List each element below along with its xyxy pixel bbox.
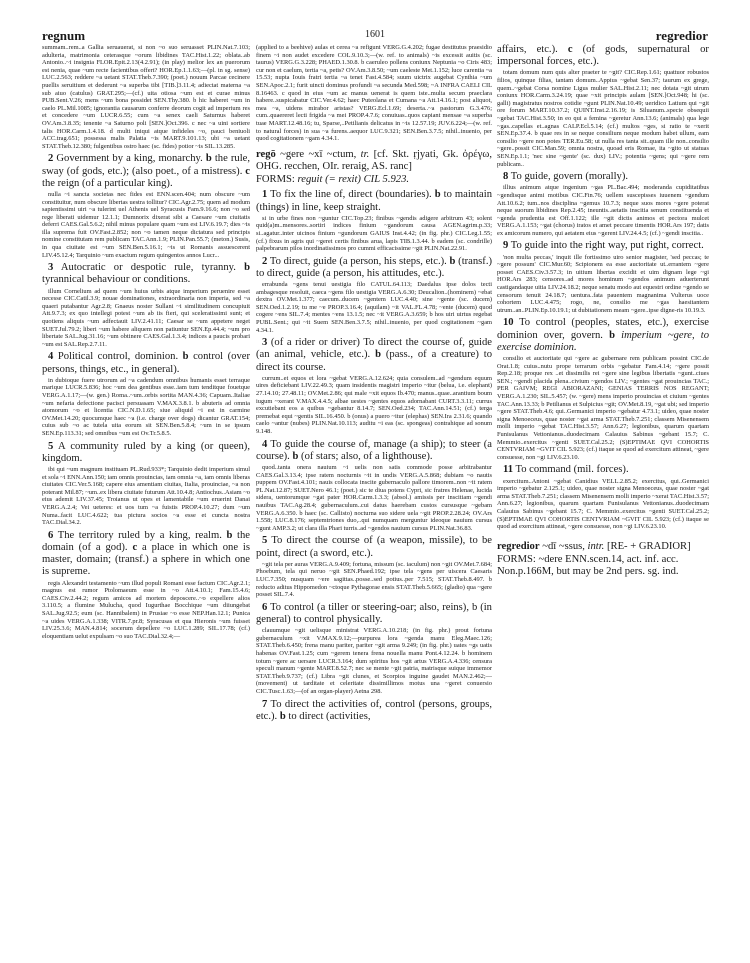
sense-4 [42, 351, 250, 375]
sense-number: 5 [262, 535, 268, 547]
sense-number: 4 [48, 351, 54, 363]
etymology: [RE- + GRADIOR] [606, 540, 691, 552]
sense-10 [497, 317, 709, 354]
subsense-letter: b [279, 710, 286, 722]
sense-citations: currum..et equos et lora ~gebat VERG.A.12.624; quia consulem..ad ~gendum equum uires deficiebant LIV.22.49.3; quam insidentis magistri imperio ~itur (belua, i.e. elephant) 27.14.10; 27.48.11; OV.Met.2.86; qui male ~xit equos Ib.470; manus..quae..arantium boum iugum ~xerant V.MAX.4.4.5; albae uestes ~gentes equos adornabant CURT.3.3.11; currus excutiebant eos a quibus ~gebantur 8.14.7; SEN.Oed.234; TAC.Ann.14.51; (cf.) terga premebat equi ~gentis SIL.16.450. b (onus) a puero ~itur (elephas) SEN.Ira 2.31.6; quando caelo ~antur (nubes) PLIN.Nat.10.113; auditu ~i eas (sc. spongeas) contrahique ad sonum 9.148. [256, 374, 492, 436]
headword: regredior [497, 540, 540, 552]
sense-definition: The territory ruled by a king, realm. [57, 529, 222, 541]
sense-7 [256, 699, 492, 723]
sense-citations: clauumque ~git uelisque ministrat VERG.A.10.218; (in fig. phr.) prout fortuna gubernaculum ~xit V.MAX.9.12;—purpurea lora ~genda manu Eleg.Maec.126; STAT.Theb.6.450; frena manu pariter, pariter ~git arma 9.249; (in fig. phr.) uates ~gs uatis habenas OV.Fast.1.25; cum ~gerem tenera frena nouella manu Pont.4.12.24. b hominem totum ~gere ac uersare LUCR.3.164; dum spiritus hos ~git artus VERG.A.4.336; censura speculi manum ~gente MART.8.52.7; nec se mente ~git patria, matrisque suique immemor STAT.Theb.9.737; (cf.) Libra ~git clunes, et Scorpios inguine gaudet MAN.2.462;—(movement) ut tarditate et celeritate dissimillimos motus una ~geret conuersio CIC.Tusc.1.63;—(of an organ-player) Aetna 298. [256, 627, 492, 695]
sense-5 [256, 535, 492, 559]
sense-4 [256, 439, 492, 463]
forms-text: ~dere ENN.scen.14, act. inf. acc. Non.p.166M, but may be 2nd pers. sg. ind. [497, 553, 679, 578]
sense-number: 6 [262, 601, 268, 613]
sense-definition: affairs, etc.). [497, 44, 558, 55]
subsense-definition: (transf.) to direct, guide (a person, his attitudes, etc.). [256, 255, 492, 279]
sense-11 [497, 464, 709, 476]
sense-citations: si in urbe fines non ~guntur CIC.Top.23; finibus ~gendis adigere arbitrum 43; solent quid(a)m..mensores..sortiri indices finium ~gandorum causa AGEN.agrim.p.33; si..agatur..inter uicinos finium ~gundorum GAIUS Inst.4.42; (in fig. phr.) CIC.Leg.1.55; (cf.) fixus in agris qui ~geret certis finibus arua, lapis TIB.1.3.44. b eadem (sc. condrille) palpebrarum pilos inordinatissimos pro cummi efficacissime ~git PLIN.Nat.22.91. [256, 214, 492, 253]
sense-5 [42, 441, 250, 465]
sense-2 [256, 256, 492, 280]
subsense-letter: c [245, 165, 250, 177]
sense-citations: consilio et auctoritate qui ~gere ac gubernare rem publicam possint CIC.de Orat.1.8; cuius..nutu prope terrarum orbis ~gebatur Fam.4.14; ~gere possit Rep.2.18; proque rex ..et dissimilis rei ~gere sine legibus libertatis ~gunt..ciues SEN.; ~gendi placida plena..civium ~gendos LIV.; ~gentes ~gat prouincias TAC.; PER GAIVM; REGI ABIORAZANI; GENIAS TERRIS NOS REGANT; VERG.A.1.230; SIL.5.457; (w. ~gere) mens imperio prouincias et ciuium ~gentes TAC.Ann.13.33; b Petilianus et Sulpicius ~git; OV.Met.8.19, ~gat ubi; sed imperio ~gere STAT.Theb.4.6; qui..Germanici imperio ~gebatur 4.73.1; uideo, quae noster signa Menoeceus, quae noster ~gat arma STAT.Theb.7.251; classem Misenensem molli imperio ~gebat TAC.Hist.3.57; Ann.6.27; legionibus, quarum quartam Funisulanus Vettonianus..duodecimam Calauius Sabinus ~gebant 15.7; C. Memmio..exercitus ~genti SUET.Cal.25.2; (S)EPTIMAE QVI COHORTIS CENTVRIAM ~GVIT CIL 5.923; (cf.) itaque se quod ad exercitum attineat, ~gere consuesse, non ~gi LIV.6.23.10. [497, 355, 709, 461]
sense-citations: in dubioque fuere utrorum ad ~a cadendum omnibus humanis esset terraque marique LUCR.5.836; hoc ~um dea gentibus esse..iam tum tenditque fouetque VERG.A.1.17;—(w. gen.) Roma..~um..orbis sortita MAN.4.36; Capuam..Italiae ~um nefaria defectione pacisci persuasam V.MAX.3.8.1. b abuteris ad omnia atomorum ~o et licentia CIC.N.D.1.65; siue aliquid ~i est in carmine OV.Met.14.20; quocumque haec ~a (i.e. charge over dogs) dicantur GRAT.154; cuius sub ~o ac tutela uita eorum sit SEN.Ben.5.8.4; ~um in se ipsum SEN.Ep.113.31; sed omnibus ~um est Ov.Tr.5.8.5. [42, 376, 250, 437]
sense-definition: Political control, dominion. [57, 351, 179, 363]
subsense-definition: the domain (of a god). [42, 529, 250, 553]
sense-citations: errabunda ~gens tenui uestigia filo CATUL.64.113; Daedalus ipse dolos tecti ambagesque resoluit, caeca ~gens filo uestigia VERG.A.6.30; Deucalion..(hominem) ~ebat dextra OV.Met.1.377; caecum..ducem ~gentem LUC.4.40; sine ~gente (sc. ducem) SEN.Oed.1.2.19; tu me ~e PROP.3.16.4; (aquilam) ~it VAL.FL.4.78; ~ente (ducem) quod cogere ~ens SIL.7.4; mentes ~ens 13.1.5; nec ~it VERG.A.3.659; b hos uiri uirtus regebat PUBL.Sent.; qui ~it Suem SEN.Ben.3.7.5; nihil..inuenio, per quod cogitationem ~gam 4.34.1. [256, 281, 492, 334]
subsense-letter: b [434, 189, 441, 201]
page-number: 1601 [365, 29, 385, 40]
subsense-letter: b [609, 329, 615, 341]
sense-number: 10 [503, 317, 514, 329]
sense-number: 3 [48, 262, 54, 274]
sense-number: 11 [503, 464, 514, 476]
sense-citations: quod..tanta onera nauium ~i uelis non satis commode posse arbitrabantur CAES.Gal.3.13.4; ipse ratem nocturnis ~it in undis VERG.A.5.868; dubiam ~o nautis puppem OV.Fast.4.101; nauis collocata inscite gubernaculo pallore timorem..non ~it ratem PL.Nat.12.87; SUET.Nero 46.1; (poet.) sic te diua potens Cypri, sic fratres Helenae, lucida sidera, uentorumque ~gat pater HOR.Carm.1.3.3; (absol.) amissis per inscitiam ~gendi nauibus TAC.Ag.28.4; gubernaculum..cui datus haerebam custos cursusque ~gebam VERG.A.6.350. b haec (sc. Callisto) nocturna suo sidere uela ~git PROP.2.28.24; OV.Ars 1.558; LUC.8.176; septemtriones duo,..qui numquam merguntur ideoque nauium cursus ~gunt AMP.3.2; ut clara illa Phari turris..ad ~gendos nauium cursus PLIN.Nat.36.83. [256, 464, 492, 532]
subsense-letter: b [205, 153, 212, 165]
sense-8 [497, 171, 709, 183]
running-head-left: regnum [42, 28, 86, 43]
column-1 [42, 44, 250, 954]
sense-definition: To fix the line of, direct (boundaries). [270, 189, 432, 201]
sense-citations: regis Alexandri testamento ~um illud populi Romani esse factum CIC.Agr.2.1; magnus est rumor Ptolomaeum esse in ~o Att.4.10.1; Fam.15.4.6; CAES.Civ.2.44.2; regum amicos ad mortem deposcere..~o expellere alios 3.110.5; a flumine Mulucha, quod Iugurthae Bocchique ~um diiungebat SAL.Jug.92.5; eum (sc. Hannibalem) in Prusiae ~o esse NEP.Han.12.1; Punica ~a uides VERG.A.1.338; VITR.7.pr.8; Syracusas et qua Hieronis ~um fuisset LIV.25.3.6; MAN.4.814; socerum depellere ~o LUC.1.289; SIL.17.78; (cf.) eloquentiam uelut expulsam ~o suo TAC.Dial.32.4;— [42, 579, 250, 640]
sense-6 [256, 602, 492, 626]
sense-citations: illum Cornelium ad quem ~um huius urbis atque imperium peruenire esset necesse CIC.Catil.3.9; nouae dominationes, extraordinaria non imperia, sed ~a quaeri putabantur Agr.2.8; Gnaeus noster Sullani ~i similitudinem concupiuit Att.9.7.3; ex quo intellegi potest ~um ab iis fieri, qui sceleratissimi sunt; et quotiens aliquis ~um adfectauit LIV.2.41.11; Caesar se ~um appetere neget SUET.Jul.79.2; liberi ~um habere aliquem non patiuntur SEN.Ep.44.4; ~um pro libertate SAL.Jug.31.16; ~um obtinere CAES.Gal.1.3.4; indices a paucis probari ~um est SAL.Rep.2.7.11. [42, 287, 250, 348]
sense-citations: totam domum num quis alter praeter te ~git? CIC.Rep.1.61; quattuor robustos filios, quinque filias, tantam domum..Appius ~gebat Sen.37; taurum ex grege, quem..~gebat Corsa nomine Ligus mulier SAL.Hist.2.11; nec dotata ~git uirum coniunx HOR.Carm.3.24.19; quae ~xit principis aulam [SEN.]Oct.948; hi (sc. galli) magistratus nostros cotidie ~gunt PLIN.Nat.10.49; ueridico Latium qui ~git ore forum MART.10.37.2; QUINT.Inst.2.16.19; is Siluanum..speciе obsequii ~gebat TAC.Hist.3.50; in eo qui a femina ~geretur Ann.13.6; (animals) qua lege ~gas..capellas et..agnas CALP.Ecl.5.14; (cf.) multos ~ges, si ratio te ~xerit SEN.Ep.37.4. b quae res in se neque consilium neque modum habet ullum, eam consilio ~gere non potes TER.Eu.58; ut nulla res tanta sit..quam ille non..consilio ~gere..possit CIC.Man.59; omnia nostra, quoad eris Romae, ita ~gito ut statuas SEN.Ep.1.1; 'nec sine ~gente' (sc. dux) LIV.; potentia ~gens; qui ~gere rem publicam.. [497, 69, 709, 168]
running-head-right: regredior [655, 28, 708, 43]
part-of-speech: tr. [360, 148, 370, 160]
column-2 [256, 44, 492, 954]
subsense-definition: to maintain (things) in line, keep straight. [256, 189, 492, 213]
entry-rego [256, 149, 492, 173]
sense-definition: To command (mil. forces). [515, 464, 629, 476]
subsense-definition: imperium ~gere, to exercise dominion. [497, 329, 709, 353]
sense-citations: nulla ~i sancta societas nec fides est ENN.scen.404; num obscure ~um constituitur, num obscure libertas uestra tollitur? CIC.Agr.2.75; quem ad modum sapientissimi uiri ~a tulerint uel Athenis uel Syracusis Fam.9.16.6; non ~o sed rege liberati uidemur 12.1.1; Dumnorix dixerat sibi a Caesare ~um ciuitatis deferri CAES.Gal.5.6.2; nihil minus populare quam ~um est LIV.6.19.7; dies ~is illa suprema fuit OV.Fast.2.852; non ~o tamen neque dictatura sed principis nomine constitutam rem publicam TAC.Ann.1.9; PLIN.Pan.55.7; (meton.) Susis, in qua ciuitate est ~um SEN.Ben.5.16.1; ~is ut Romanis assuescerent LIV.45.12.4; Tarquinio ~um exactum regum quingentos annos Lucr... [42, 190, 250, 259]
sense-definition: To guide into the right way, put right, correct. [510, 240, 704, 252]
sense-definition: To direct, guide (a person, his steps, etc.). [269, 255, 447, 267]
subsense-definition: (pass., of a creature) to direct its course. [256, 349, 492, 373]
sense-number: 4 [262, 438, 268, 450]
forms-label: FORMS: [256, 174, 295, 186]
subsense-letter: b [292, 450, 299, 462]
sense-2 [42, 153, 250, 190]
subsense-letter: c [132, 541, 138, 553]
sense-definition: To guide the course of, manage (a ship); to steer (a course). [256, 438, 492, 462]
subsense-definition: control (over persons, things, etc., in general). [42, 351, 250, 375]
subsense-definition: tyrannical behaviour or conditions. [42, 274, 191, 286]
subsense-letter: b [182, 351, 189, 363]
inflections: ~dī ~ssus, [542, 540, 585, 552]
sense-citations: ~git tela per auras VERG.A.9.409; fortuna, missum (sc. iaculum) non ~git OV.Met.7.684; Phoebum, tela qui neruo ~git SEN.Phaed.192; ipse tela ~gens per uiscera Caesaris LUC.7.350; nusquam ~ere sagittas..posse..sed potius..per 7.515; STAT.Theb.8.497. b reducto aditus Hippomedon ~ctoque Pythagorae ensis STAT.Theb.5.665; (gladio) qua ~gere posset SIL.7.4. [256, 560, 492, 599]
column-3 [497, 44, 709, 954]
sense-number: 9 [503, 240, 509, 252]
sense-definition: Government by a king, monarchy. [56, 153, 203, 165]
sense-citations: exercitum..Antoni ~gebat Canidius VELL.2.85.2; exercitus, qui..Germanici imperio ~gebatur 2.125.1; uideo, quae noster signa Menoeceus, quae noster ~gat arma STAT.Theb.7.251; classem Misenensem molli imperio ~xerat TAC.Hist.3.57; Ann.6.27; legionibus, quarum quartam Funisulanus Vettonianus..duodecimam Calauius Sabinus ~gebant 15.7; C. Memmio..exercitus ~genti SUET.Cal.25.2; (S)EPTIMAE QVI COHORTIS CENTVRIAM ~GVIT CIL 5.923; (cf.) itaque se quod ad exercitum attineat, ~gere consuesse, non ~gi LIV.6.23.10. [497, 477, 709, 531]
sense-number: 1 [262, 189, 268, 201]
sense-definition: Autocratic or despotic rule, tyranny. [60, 262, 236, 274]
part-of-speech: intr. [587, 540, 605, 552]
sense-number: 6 [48, 529, 54, 541]
sense-number: 7 [262, 698, 268, 710]
subsense-letter: c [567, 44, 573, 55]
subsense-letter: b [244, 262, 250, 274]
subsense-definition: to direct (activities, [288, 710, 371, 722]
sense-number: 3 [262, 337, 268, 349]
sense-number: 5 [48, 440, 54, 452]
sense-number: 2 [48, 153, 54, 165]
sense-definition: To guide, govern (morally). [510, 171, 628, 183]
subsense-definition: a place in which one is master, domain; (transf.) a sphere in which one is supreme. [42, 541, 250, 578]
etymology: [cf. Skt. ṛjyati, Gk. ὀρέγω, OHG. recchen, OIr. reraig, AS. ranc] [256, 148, 492, 172]
sense-citations: 'non multa peccas,' inquit ille fortissimo uiro senior magister, 'sed peccas; te ~gere possum' CIC.Mur.60; Scipionem ea esse auctoritate ut..errantem ~gere posset CAES.Civ.3.57.3; in uitium libertas excidit et uim dignam lege ~gi HOR.Ars 283; censores..ad mores hominum ~gendos animum aduerterunt castigandaque uitia LIV.24.18.2; neque senatu modo aut equestri ordine ~gendo se censorum tenuit 24.18.7; uentura..fata pauentem magnanima Vulterus uoce cohortem LUC.4.475; rogo, ne, consilio me ~gas haesitantem utrum..an..PLIN.Ep.10.19.1; ut dubitationem meam ~gere..ipse digne-ris 10.19.3. [497, 253, 709, 314]
forms-line [256, 174, 492, 186]
sense-3 [256, 337, 492, 374]
sense-citations: illius animum atque ingenium ~gas PL.Bac.494; moderanda cupiditatibus ~gendisque animi motibus CIC.Fin.76; uellem suscepisses iuuenem ~gendum Att.10.6.2; tum..nos disciplina ~gemus 10.7.3; neque suos mores ~gere poterat neque suorum libidines Rep.2.45; ineuntis..aetatis inscitia senum constituenda et ~genda prudentia est Off.1.122; ille ~git dictis animos et pectora mulcet VERG.A.1.153; ~gat (chorus) iratos et amet peccare timentis HOR.Ars 197; datis ex amicorum numero, qui aetatem eius ~gerent LIV.24.4.5; (cf.) ~gendi inscitia.. [497, 184, 709, 237]
sense-1 [256, 189, 492, 213]
sense-number: 2 [262, 255, 268, 267]
sense-definition: To direct the activities of, control (persons, groups, etc.). [256, 698, 492, 722]
sense-definition: To direct the course of (a weapon, missile), to be point, direct (a sword, etc.). [256, 535, 492, 559]
subsense-definition: the reign (of a particular king). [42, 177, 173, 189]
sense-definition: A community ruled by a king (or queen), kingdom. [42, 440, 250, 464]
entry-regredior [497, 541, 709, 553]
subsense-definition: (of gods, supernatural or impersonal forces, etc.). [497, 44, 709, 68]
sense-definition: To control (a tiller or steering-oar; also, reins), b (in general) to control physically. [256, 601, 492, 625]
sense-7-continued [497, 44, 709, 68]
sense-definition: (of a rider or driver) To direct the course of, guide (an animal, vehicle, etc.). [256, 337, 492, 361]
sense-9 [497, 240, 709, 252]
subsense-letter: b [449, 255, 456, 267]
sense-number: 8 [503, 171, 509, 183]
sense-definition: To control (peoples, states, etc.), exercise dominion over, govern. [497, 317, 709, 341]
headword: regō [256, 148, 276, 160]
subsense-definition: (of stars; also, of a lighthouse). [301, 450, 433, 462]
forms-text: reguit (= rexit) CIL 5.923. [297, 174, 410, 186]
inflections: ~gere ~xī ~ctum, [280, 148, 357, 160]
continued-citations: summam..rem..a Gallia seruauerat, si non ~o suo seruasset PLIN.Nat.7.103; adulteria, matrimonia ceterasque ~orum libidines TAC.Hist.1.22; oblata..ab Antonio..~i insignia FLOR.Epit.2.13(4.2.91); (in play) melior lex an puerorum est nenia, quae ~um recte facientibus offert? HOR.Ep.1.1.63;—(pl. in sg. sense) LUC.2.563; reddere ~a uetant STAT.Theb.7.390; (poet.) nouum Parcae cecinere puellis seruitium et dederunt ~a superba tibi [TIB.]3.11.4; adiectat materna ~a sub aiuo (catulus) GRAT.295;—(cf.) uita otiosa ~um est et curae minus PUB.Sent.V.26; mens ~um bona possidet SEN.Thy.380. b hic haberet ~um in caelo PL.Mil.1085; ignorantia causarum conferre deorum cogit ad imperium res et concedere ~um LUCR.6.55; cum ~a senex caeli Saturnus haberet OV.Am.3.8.35; tenente ~a Saturno poli [SEN.]Oct.396. c nec ~a uini sortiere talis HOR.Carm.1.4.18. d multi iniqui atque infideles ~o, pauci beniuoli ACC.trag.651; possessa malis Palatia ~is MART.9.101.13; ubi ~a uetant STAT.Theb.12.380; fulgentibus ostro haec (sc. fides) potior ~is SIL.13.285. [42, 44, 250, 150]
subsense-letter: b [226, 529, 233, 541]
sense-3 [42, 262, 250, 286]
continued-citations: (applied to a beehive) aulas et cerea ~a refigunt VERG.G.4.202; fugae destitutus praesidio finem ~i non audet excedere COL.9.10.3;—(w. ref. to animals) ~is excessit auitis (sc. taurus) VERG.G.3.228; PHAED.1.30.8. b caeruleo pollens coniunx Neptunia ~o Ciris 483; cur non et caelum, tertia ~a, petis? OV.Am.3.8.50; ~um caeleste Met.1.152; luce carentia ~a 15.53; nupta Iouis fratri tertia ~a tenet Fast.4.584; suum uictrix augebat Cynthia ~um SEN.Apoc.2.1; furit uincti dominus profundi ~a secunda Med.598; ~A INFRA CAELI CIL 8.16463. c quod in eius ~um ac manus uenerat is quem iste..multa secum praeclara habere..suspicabatur CIC.Ver.4.62; haec Puteolana et Cumana ~a Att.14.16.1; post aliquot, mea ~a, uidens mirabor aristas? VERG.Ecl.1.69; deserta..~a pastorum G.3.476; cum..quaereret lecti frigida ~a mei PROP.4.7.6; conuiuas..quos capiant mensae ~a superba tuae MART.12.48.16; tu, Sparse,..Petilianis delicatus in ~is 12.57.19; JUV.6.224;—(w. ref. to natural forces) in sua ~a furens..aequor LUC.9.321; SEN.Ben.3.7.5; nihil..inuenio, per quod cogitationem ~gam 4.34.1. [256, 44, 492, 143]
forms-label: FORMS: [497, 553, 536, 565]
subsense-definition: the rule, sway (of gods, etc.); (also poet., of a mistress). [42, 153, 250, 177]
sense-6 [42, 530, 250, 579]
running-head [42, 28, 708, 44]
sense-citations: ibi qui ~um magnum instituam PL.Rud.933*; Tarquinio dedit imperium simul et sola ~i ENN.Ann.150; iam omnis prouincias, iam omnia ~a, iam omnis liberas ciuitates CIC.Ver.5.168; capere eius amentiam ciuitas, Italia, prouinciae, ~a non poterant Mil.87; ~um..ex libera ciuitate futurum Att.10.4.8; Antiochus..Asiam ~o eius ademit LIV.37.45; Troianus ut opes et lamentabile ~um eruerint Danai VERG.A.2.4; Vei ueteres: et uos tum ~a fuistis PROP.4.10.27; dum ~um Numa..facit LUC.4.622; tua pictura socios ~a esse et cuncta nostra TAC.Dial.34.2. [42, 465, 250, 527]
subsense-letter: b [375, 349, 381, 361]
forms-line [497, 554, 709, 578]
